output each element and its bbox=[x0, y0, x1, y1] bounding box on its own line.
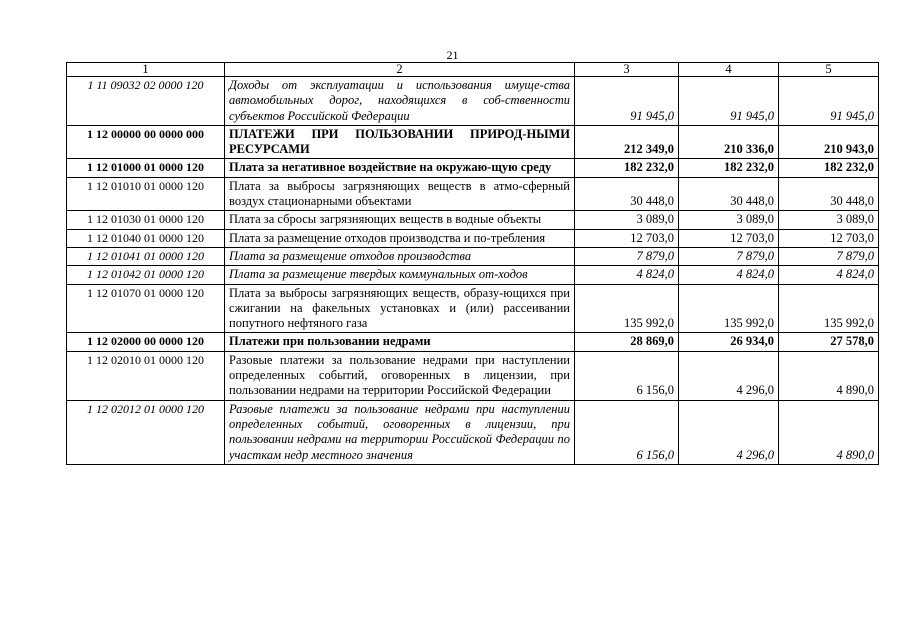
row-name: Доходы от эксплуатации и использования имуще-ства автомобильных дорог, находящихся в соб-ственности субъектов Российской Федерации bbox=[225, 77, 575, 126]
row-value-col4: 26 934,0 bbox=[679, 333, 779, 351]
table-row bbox=[67, 247, 879, 265]
table-row bbox=[67, 229, 879, 247]
row-value-col5: 4 890,0 bbox=[779, 351, 879, 400]
row-name: Плата за сбросы загрязняющих веществ в водные объекты bbox=[225, 211, 575, 229]
row-code: 1 12 02010 01 0000 120 bbox=[67, 351, 225, 400]
row-value-col4: 30 448,0 bbox=[679, 177, 779, 211]
row-name: ПЛАТЕЖИ ПРИ ПОЛЬЗОВАНИИ ПРИРОД-НЫМИ РЕСУРСАМИ bbox=[225, 125, 575, 159]
row-name: Разовые платежи за пользование недрами при наступлении определенных событий, оговоренных в лицензии, при пользовании недрами на территории Российской Федерации по участкам недр местного значения bbox=[225, 400, 575, 464]
row-value-col3: 135 992,0 bbox=[575, 284, 679, 333]
row-value-col4: 4 824,0 bbox=[679, 266, 779, 284]
row-code: 1 12 01000 01 0000 120 bbox=[67, 159, 225, 177]
table-row bbox=[67, 284, 879, 333]
row-value-col3: 12 703,0 bbox=[575, 229, 679, 247]
row-value-col3: 91 945,0 bbox=[575, 77, 679, 126]
row-code: 1 12 00000 00 0000 000 bbox=[67, 125, 225, 159]
row-code: 1 12 01040 01 0000 120 bbox=[67, 229, 225, 247]
column-header: 4 bbox=[679, 63, 779, 77]
page-number: 21 bbox=[446, 48, 459, 62]
row-value-col5: 4 890,0 bbox=[779, 400, 879, 464]
row-value-col5: 182 232,0 bbox=[779, 159, 879, 177]
row-name: Плата за размещение твердых коммунальных от-ходов bbox=[225, 266, 575, 284]
row-value-col3: 212 349,0 bbox=[575, 125, 679, 159]
row-code: 1 12 01042 01 0000 120 bbox=[67, 266, 225, 284]
table-row bbox=[67, 125, 879, 159]
row-value-col4: 210 336,0 bbox=[679, 125, 779, 159]
row-value-col3: 3 089,0 bbox=[575, 211, 679, 229]
row-value-col4: 91 945,0 bbox=[679, 77, 779, 126]
row-name: Плата за выбросы загрязняющих веществ в атмо-сферный воздух стационарными объектами bbox=[225, 177, 575, 211]
row-value-col3: 28 869,0 bbox=[575, 333, 679, 351]
row-name: Плата за размещение отходов производства и по-требления bbox=[225, 229, 575, 247]
row-value-col5: 135 992,0 bbox=[779, 284, 879, 333]
row-code: 1 12 01070 01 0000 120 bbox=[67, 284, 225, 333]
table-row bbox=[67, 400, 879, 464]
table-row bbox=[67, 266, 879, 284]
column-header: 5 bbox=[779, 63, 879, 77]
row-value-col5: 4 824,0 bbox=[779, 266, 879, 284]
table-row bbox=[67, 211, 879, 229]
row-value-col5: 30 448,0 bbox=[779, 177, 879, 211]
table-row bbox=[67, 159, 879, 177]
row-code: 1 12 01030 01 0000 120 bbox=[67, 211, 225, 229]
row-value-col3: 30 448,0 bbox=[575, 177, 679, 211]
column-header: 1 bbox=[67, 63, 225, 77]
row-value-col4: 3 089,0 bbox=[679, 211, 779, 229]
row-name: Разовые платежи за пользование недрами при наступлении определенных событий, оговоренных в лицензии, при пользовании недрами на территории Российской Федерации bbox=[225, 351, 575, 400]
row-name: Платежи при пользовании недрами bbox=[225, 333, 575, 351]
row-code: 1 12 01010 01 0000 120 bbox=[67, 177, 225, 211]
row-value-col5: 91 945,0 bbox=[779, 77, 879, 126]
row-code: 1 11 09032 02 0000 120 bbox=[67, 77, 225, 126]
budget-table bbox=[66, 62, 879, 465]
row-name: Плата за размещение отходов производства bbox=[225, 247, 575, 265]
row-value-col5: 12 703,0 bbox=[779, 229, 879, 247]
row-value-col5: 7 879,0 bbox=[779, 247, 879, 265]
row-value-col4: 7 879,0 bbox=[679, 247, 779, 265]
row-value-col4: 135 992,0 bbox=[679, 284, 779, 333]
row-value-col4: 4 296,0 bbox=[679, 400, 779, 464]
column-header: 2 bbox=[225, 63, 575, 77]
row-value-col4: 12 703,0 bbox=[679, 229, 779, 247]
table-row bbox=[67, 333, 879, 351]
row-value-col5: 3 089,0 bbox=[779, 211, 879, 229]
row-value-col3: 6 156,0 bbox=[575, 351, 679, 400]
row-value-col3: 4 824,0 bbox=[575, 266, 679, 284]
row-value-col3: 6 156,0 bbox=[575, 400, 679, 464]
column-header: 3 bbox=[575, 63, 679, 77]
table-row bbox=[67, 351, 879, 400]
row-code: 1 12 02000 00 0000 120 bbox=[67, 333, 225, 351]
row-value-col3: 182 232,0 bbox=[575, 159, 679, 177]
row-code: 1 12 02012 01 0000 120 bbox=[67, 400, 225, 464]
row-value-col3: 7 879,0 bbox=[575, 247, 679, 265]
row-value-col4: 182 232,0 bbox=[679, 159, 779, 177]
row-value-col5: 210 943,0 bbox=[779, 125, 879, 159]
row-name: Плата за выбросы загрязняющих веществ, образу-ющихся при сжигании на факельных установках и (или) рассеивании попутного нефтяного газа bbox=[225, 284, 575, 333]
row-value-col5: 27 578,0 bbox=[779, 333, 879, 351]
row-name: Плата за негативное воздействие на окружаю-щую среду bbox=[225, 159, 575, 177]
table-row bbox=[67, 177, 879, 211]
row-value-col4: 4 296,0 bbox=[679, 351, 779, 400]
table-header-row bbox=[67, 63, 879, 77]
table-row bbox=[67, 77, 879, 126]
row-code: 1 12 01041 01 0000 120 bbox=[67, 247, 225, 265]
